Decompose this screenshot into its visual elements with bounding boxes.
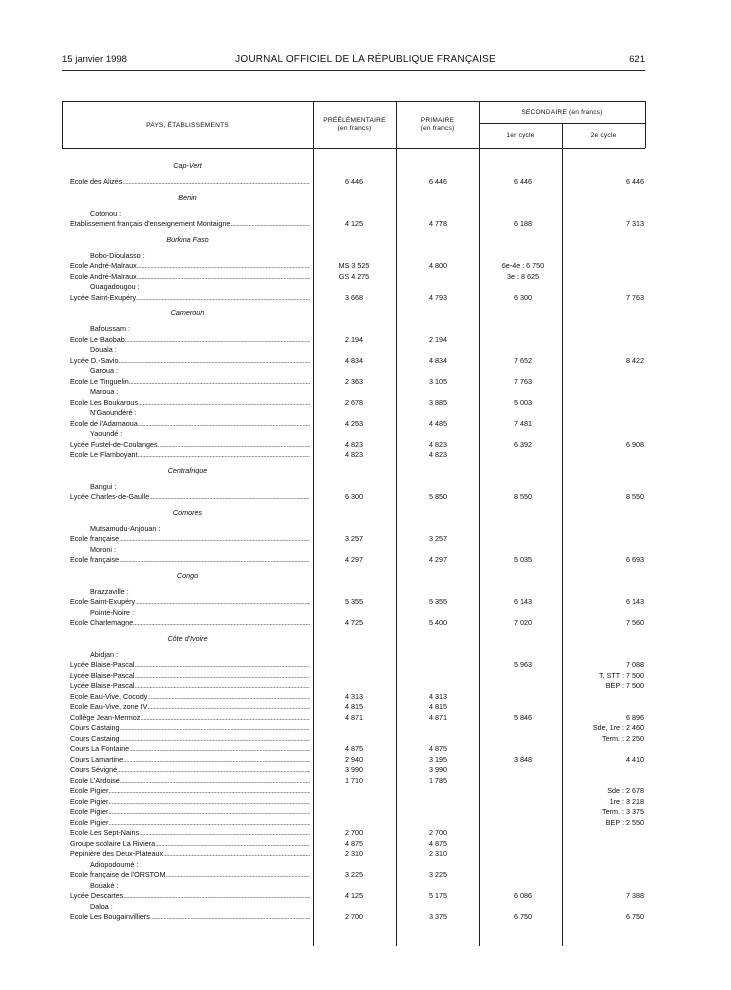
establishment-name: Ecole L'Ardoise ..... [70, 775, 310, 786]
country-name: Comores [172, 507, 203, 517]
prelementaire-value: 4 875 [345, 744, 363, 753]
city-name: Ouagadougou : [90, 282, 140, 291]
table-row [62, 334, 645, 345]
primaire-value: 2 700 [429, 828, 447, 837]
primaire-value: 5 850 [429, 492, 447, 501]
col-header-country: PAYS, ÉTABLISSEMENTS [146, 122, 229, 129]
cycle1-value: 6 086 [514, 891, 532, 900]
city-heading [62, 544, 645, 555]
city-heading [62, 649, 645, 660]
city-heading [62, 859, 645, 870]
prelementaire-value: 4 725 [345, 618, 363, 627]
establishment-name: Ecole Pigier ..... [70, 817, 310, 828]
cycle1-value: 7 481 [514, 418, 532, 428]
establishment-name: Ecole Pigier ..... [70, 796, 310, 807]
city-name: Moroni : [90, 544, 116, 554]
establishment-name: Ecole française de l'ORSTOM ..... [70, 869, 310, 880]
cycle1-value: 5 963 [514, 660, 532, 669]
establishment-name: Groupe scolaire La Riviera ..... [70, 838, 310, 849]
cycle2-value: 7 388 [626, 891, 644, 900]
establishment-name: Ecole Le Flamboyant ..... [70, 449, 310, 460]
primaire-value: 2 310 [429, 849, 447, 858]
establishment-name: Etablissement français d'enseignement Montaigne ..... [70, 218, 310, 229]
country-name: Cap-Vert [173, 161, 202, 170]
cycle1-value: 7 763 [514, 376, 532, 386]
cycle2-value: BEP : 7 500 [605, 681, 644, 690]
cycle1-value: 6e-4e : 6 750 [501, 261, 545, 270]
table-header-rule [62, 148, 645, 149]
establishment-name: Ecole Les Bougainvilliers ..... [70, 911, 310, 922]
prelementaire-value: 2 700 [345, 912, 363, 921]
establishment-name: Ecole Le Tinguelin ..... [70, 376, 310, 387]
cycle2-value: 6 750 [626, 912, 644, 921]
city-name: Cotonou : [90, 208, 122, 218]
city-name: Brazzaville : [90, 586, 129, 596]
primaire-value: 2 194 [429, 334, 447, 344]
table-row [62, 355, 645, 366]
prelementaire-value: 6 300 [345, 492, 363, 501]
col-header-prim-unit: (en francs) [420, 125, 455, 132]
table-row [62, 659, 645, 670]
country-name: Benin [178, 192, 197, 202]
city-heading [62, 344, 645, 355]
primaire-value: 3 885 [429, 397, 447, 407]
cycle1-value: 6 392 [514, 439, 532, 449]
establishment-name: Cours Castaing ..... [70, 722, 310, 733]
primaire-value: 4 815 [429, 702, 447, 711]
table-row [62, 764, 645, 775]
city-name: Daloa : [90, 901, 113, 911]
establishment-name: Cours Sévigné ..... [70, 764, 310, 775]
primaire-value: 3 105 [429, 376, 447, 386]
establishment-name: Ecole des Alizés ..... [70, 176, 310, 187]
primaire-value: 4 871 [429, 712, 447, 722]
establishment-name: Pepinière des Deux-Plateaux ..... [70, 848, 310, 859]
establishment-name: Lycée Saint-Exupéry ..... [70, 292, 310, 303]
prelementaire-value: 2 700 [345, 828, 363, 837]
cycle2-value: Sde : 2 678 [607, 786, 644, 795]
cycle1-value: 6 300 [514, 292, 532, 302]
establishment-name: Collège Jean-Mermoz ..... [70, 712, 310, 723]
country-heading [62, 234, 645, 245]
primaire-value: 4 834 [429, 355, 447, 365]
cycle2-value: 6 908 [626, 439, 644, 449]
cycle1-value: 6 750 [514, 912, 532, 921]
cycle2-value: 6 896 [626, 712, 644, 722]
prelementaire-value: 4 823 [345, 439, 363, 449]
city-name: Bouaké : [90, 880, 119, 890]
establishment-name: Ecole Charlemagne ..... [70, 617, 310, 628]
establishment-name: Lycée Descartes ..... [70, 890, 310, 901]
primaire-value: 5 355 [429, 597, 447, 606]
prelementaire-value: 2 310 [345, 849, 363, 858]
cycle2-value: 6 143 [626, 597, 644, 606]
table-row [62, 775, 645, 786]
prelementaire-value: 4 313 [345, 691, 363, 701]
primaire-value: 3 990 [429, 765, 447, 774]
country-name: Côte d'Ivoire [167, 633, 208, 643]
cycle1-value: 7 020 [514, 618, 532, 627]
cycle2-value: Sde, 1re : 2 460 [592, 723, 644, 732]
cycle2-value: 8 550 [626, 492, 644, 501]
cycle1-value: 7 652 [514, 355, 532, 365]
country-heading [62, 160, 645, 171]
primaire-value: 4 485 [429, 418, 447, 428]
country-heading [62, 465, 645, 476]
col-header-primaire [396, 117, 479, 133]
establishment-name: Ecole Pigier ..... [70, 785, 310, 796]
establishment-name: Lycée Blaise-Pascal ..... [70, 680, 310, 691]
city-name: Maroua : [90, 387, 119, 396]
country-name: Cameroun [170, 308, 205, 317]
establishment-name: Cours La Fontaine ..... [70, 743, 310, 754]
city-name: Garoua : [90, 366, 118, 375]
establishment-name: Ecole André-Malraux ..... [70, 260, 310, 271]
col-header-prelem-label: PRÉÉLÉMENTAIRE [323, 117, 386, 124]
table-row [62, 670, 645, 681]
establishment-name: Cours Lamartine ..... [70, 754, 310, 765]
cycle2-value: 7 763 [626, 292, 644, 302]
table-row [62, 785, 645, 796]
prelementaire-value: GS 4 275 [338, 271, 370, 281]
table-row [62, 743, 645, 754]
prelementaire-value: MS 3 525 [338, 261, 370, 270]
table-row [62, 554, 645, 565]
city-heading [62, 281, 645, 292]
table-row [62, 754, 645, 765]
table-row [62, 806, 645, 817]
prelementaire-value: 4 253 [345, 418, 363, 428]
table-row [62, 712, 645, 723]
cycle2-value: 1re : 3 218 [609, 796, 644, 806]
establishment-name: Ecole André-Malraux ..... [70, 271, 310, 282]
primaire-value: 4 778 [429, 219, 447, 228]
country-heading [62, 307, 645, 318]
table-row [62, 848, 645, 859]
prelementaire-value: 4 823 [345, 450, 363, 459]
city-heading [62, 586, 645, 597]
table-row [62, 827, 645, 838]
primaire-value: 3 195 [429, 754, 447, 764]
city-name: Douala : [90, 345, 117, 354]
prelementaire-value: 4 834 [345, 355, 363, 365]
prelementaire-value: 4 297 [345, 555, 363, 564]
prelementaire-value: 5 355 [345, 597, 363, 606]
primaire-value: 5 400 [429, 618, 447, 627]
cycle2-value: 6 446 [626, 177, 644, 186]
table-row [62, 701, 645, 712]
primaire-value: 5 175 [429, 891, 447, 900]
city-heading [62, 481, 645, 492]
page-number: 621 [629, 54, 645, 65]
city-heading [62, 523, 645, 534]
prelementaire-value: 2 363 [345, 376, 363, 386]
col-header-cycle1: 1er cycle [506, 132, 535, 139]
primaire-value: 4 313 [429, 691, 447, 701]
primaire-value: 3 225 [429, 870, 447, 879]
city-name: Pointe-Noire : [90, 607, 134, 617]
prelementaire-value: 1 710 [345, 775, 363, 785]
prelementaire-value: 4 125 [345, 891, 363, 900]
primaire-value: 4 800 [429, 261, 447, 270]
col-header-prelem-unit: (en francs) [337, 125, 372, 132]
cycle1-value: 3 848 [514, 754, 532, 764]
prelementaire-value: 4 875 [345, 838, 363, 848]
table-row [62, 869, 645, 880]
country-heading [62, 507, 645, 518]
table-row [62, 796, 645, 807]
table-row [62, 680, 645, 691]
cycle2-value: 6 693 [626, 555, 644, 564]
cycle1-value: 3e : 8 625 [507, 271, 539, 281]
city-name: Abidjan : [90, 649, 118, 659]
cycle2-value: 8 422 [626, 355, 644, 365]
prelementaire-value: 3 225 [345, 870, 363, 879]
prelementaire-value: 3 668 [345, 292, 363, 302]
cycle1-value: 5 846 [514, 712, 532, 722]
table-top-rule [62, 101, 645, 102]
primaire-value: 4 297 [429, 555, 447, 564]
establishment-name: Ecole Saint-Exupéry ..... [70, 596, 310, 607]
prelementaire-value: 3 257 [345, 534, 363, 543]
city-heading [62, 386, 645, 397]
city-heading [62, 407, 645, 418]
city-name: Bobo-Dioulasso : [90, 250, 145, 260]
table-row [62, 418, 645, 429]
table-row [62, 218, 645, 229]
cycle1-value: 6 143 [514, 597, 532, 606]
cycle2-value: Term. : 2 250 [602, 733, 644, 743]
header-rule [62, 70, 645, 71]
cycle2-value: 7 313 [626, 219, 644, 228]
prelementaire-value: 2 194 [345, 334, 363, 344]
city-name: Bangui : [90, 481, 117, 491]
establishment-name: Ecole française ..... [70, 554, 310, 565]
primaire-value: 4 875 [429, 838, 447, 848]
country-heading [62, 633, 645, 644]
country-heading [62, 570, 645, 581]
table-row [62, 376, 645, 387]
prelementaire-value: 3 990 [345, 765, 363, 774]
primaire-value: 4 823 [429, 439, 447, 449]
table-row [62, 733, 645, 744]
establishment-name: Ecole Eau-Vive, Cocody ..... [70, 691, 310, 702]
establishment-name: Ecole française ..... [70, 533, 310, 544]
table-row [62, 260, 645, 271]
primaire-value: 4 875 [429, 744, 447, 753]
prelementaire-value: 4 815 [345, 702, 363, 711]
cycle2-value: 7 088 [626, 660, 644, 669]
cycle1-value: 5 003 [514, 397, 532, 407]
cycle2-value: BEP : 2 550 [605, 817, 644, 827]
cycle2-value: 4 410 [626, 754, 644, 764]
primaire-value: 6 446 [429, 177, 447, 186]
establishment-name: Lycée Blaise-Pascal ..... [70, 659, 310, 670]
table-row [62, 838, 645, 849]
table-right-border [645, 101, 646, 148]
city-heading [62, 880, 645, 891]
col-header-prim-label: PRIMAIRE [420, 117, 455, 124]
city-heading [62, 365, 645, 376]
establishment-name: Ecole Pigier ..... [70, 806, 310, 817]
country-name: Congo [176, 570, 199, 580]
city-heading [62, 323, 645, 334]
primaire-value: 3 257 [429, 534, 447, 543]
cycle1-value: 5 035 [514, 555, 532, 564]
table-row [62, 691, 645, 702]
city-heading [62, 607, 645, 618]
table-row [62, 271, 645, 282]
table-row [62, 911, 645, 922]
city-heading [62, 901, 645, 912]
journal-title: JOURNAL OFFICIEL DE LA RÉPUBLIQUE FRANÇAISE [235, 54, 496, 65]
establishment-name: Ecole de l'Adamaoua ..... [70, 418, 310, 429]
prelementaire-value: 4 125 [345, 219, 363, 228]
country-heading [62, 192, 645, 203]
city-name: Yaoundé : [90, 429, 123, 438]
primaire-value: 1 785 [429, 775, 447, 785]
establishment-name: Lycée Blaise-Pascal ..... [70, 670, 310, 681]
table-row [62, 533, 645, 544]
prelementaire-value: 6 446 [345, 177, 363, 186]
cycle2-value: 7 560 [626, 618, 644, 627]
country-name: Centrafrique [167, 465, 208, 475]
prelementaire-value: 2 678 [345, 397, 363, 407]
establishment-name: Ecole Les Boukarous ..... [70, 397, 310, 408]
city-name: Mutsamudu-Anjouan : [90, 523, 161, 533]
establishment-name: Cours Castaing ..... [70, 733, 310, 744]
primaire-value: 4 793 [429, 292, 447, 302]
cycle1-value: 6 188 [514, 219, 532, 228]
table-row [62, 397, 645, 408]
col-header-cycle2: 2e cycle [590, 132, 617, 139]
establishment-name: Ecole Eau-Vive, zone IV ..... [70, 701, 310, 712]
establishment-name: Lycée Charles-de-Gaulle ..... [70, 491, 310, 502]
table-row [62, 617, 645, 628]
establishment-name: Lycée Fustel-de-Coulanges ..... [70, 439, 310, 450]
establishment-name: Ecole Les Sept-Nains ..... [70, 827, 310, 838]
table-row [62, 596, 645, 607]
table-row [62, 292, 645, 303]
table-row [62, 817, 645, 828]
cycle2-value: Term. : 3 375 [602, 807, 644, 816]
cycle1-value: 6 446 [514, 177, 532, 186]
table-row [62, 449, 645, 460]
cycle1-value: 8 550 [514, 492, 532, 501]
country-name: Burkina Faso [166, 234, 209, 244]
city-heading [62, 250, 645, 261]
cycle2-value: T, STT : 7 500 [598, 670, 644, 680]
col-header-secondaire: SECONDAIRE (en francs) [521, 109, 603, 116]
table-row [62, 439, 645, 450]
table-row [62, 722, 645, 733]
primaire-value: 4 823 [429, 450, 447, 459]
table-row [62, 491, 645, 502]
city-heading [62, 428, 645, 439]
city-heading [62, 208, 645, 219]
prelementaire-value: 4 871 [345, 712, 363, 722]
city-name: Bafoussam : [90, 324, 130, 333]
city-name: N'Gaoundéré : [90, 408, 137, 417]
city-name: Adiopodoumé : [90, 859, 139, 869]
establishment-name: Lycée D.-Savio ..... [70, 355, 310, 366]
table-row [62, 176, 645, 187]
establishment-name: Ecole Le Baobab ..... [70, 334, 310, 345]
col-header-prelementaire [313, 117, 396, 133]
primaire-value: 3 375 [429, 912, 447, 921]
prelementaire-value: 2 940 [345, 754, 363, 764]
header-date: 15 janvier 1998 [62, 54, 127, 65]
table-row [62, 890, 645, 901]
